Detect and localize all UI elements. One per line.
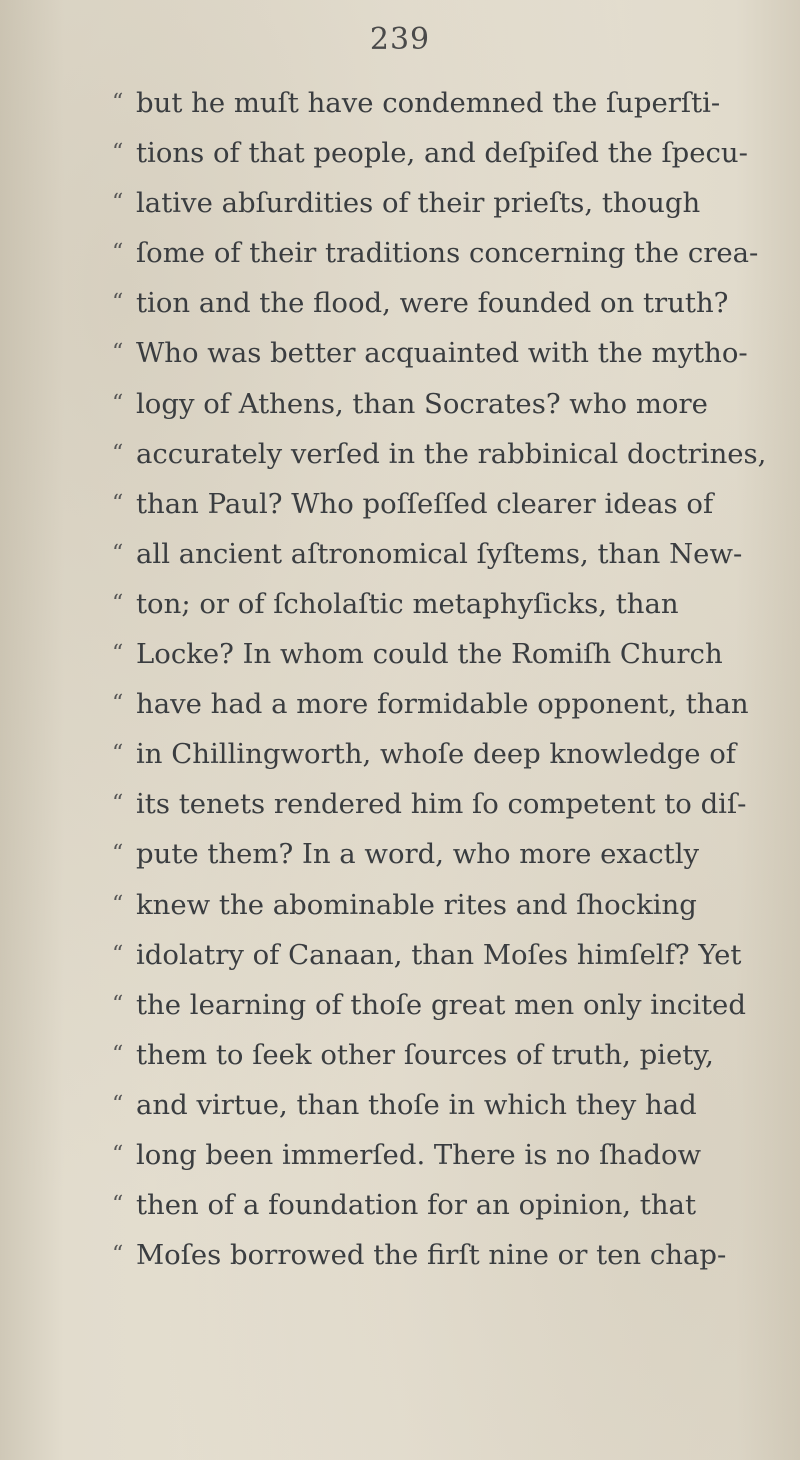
text-line (112, 930, 762, 980)
line-text: then of a foundation for an opinion, that (136, 1189, 697, 1222)
line-text: lative abſurdities of their prieſts, though (136, 187, 701, 220)
quote-mark: “ (112, 190, 124, 216)
line-text: have had a more formidable opponent, than (136, 688, 749, 721)
text-line (112, 178, 762, 228)
text-line (112, 1130, 762, 1180)
quote-mark: “ (112, 390, 124, 416)
quote-mark: “ (112, 1141, 124, 1167)
quote-mark: “ (112, 641, 124, 667)
line-text: accurately verſed in the rabbinical doctrines, (136, 437, 767, 470)
quote-mark: “ (112, 841, 124, 867)
line-text: logy of Athens, than Socrates? who more (136, 387, 708, 420)
line-text: ton; or of ſcholaſtic metaphyſicks, than (136, 587, 679, 620)
quote-mark: “ (112, 1242, 124, 1268)
text-line (112, 779, 762, 829)
line-text: tions of that people, and deſpiſed the ſpecu- (136, 137, 748, 170)
quote-mark: “ (112, 941, 124, 967)
text-line (112, 1080, 762, 1130)
quote-mark: “ (112, 1041, 124, 1067)
text-line (112, 379, 762, 429)
line-text: long been immerſed. There is no ſhadow (136, 1138, 702, 1171)
quote-mark: “ (112, 891, 124, 917)
line-text: Locke? In whom could the Romiſh Church (136, 638, 723, 671)
quote-mark: “ (112, 691, 124, 717)
quote-mark: “ (112, 590, 124, 616)
quote-mark: “ (112, 490, 124, 516)
line-text: its tenets rendered him ſo competent to diſ- (136, 788, 747, 821)
page-number: 239 (369, 22, 431, 57)
text-line (112, 529, 762, 579)
text-line (112, 78, 762, 128)
quote-mark: “ (112, 290, 124, 316)
quote-mark: “ (112, 240, 124, 266)
line-text: the learning of thoſe great men only incited (136, 988, 746, 1021)
text-line (112, 829, 762, 879)
text-line (112, 1230, 762, 1280)
quote-mark: “ (112, 540, 124, 566)
text-line (112, 579, 762, 629)
text-line (112, 1030, 762, 1080)
quote-mark: “ (112, 440, 124, 466)
text-line (112, 479, 762, 529)
line-text: knew the abominable rites and ſhocking (136, 888, 697, 921)
line-text: tion and the flood, were founded on truth? (136, 287, 729, 320)
text-line (112, 328, 762, 378)
text-line (112, 679, 762, 729)
text-line (112, 429, 767, 479)
line-text: pute them? In a word, who more exactly (136, 838, 700, 871)
line-text: idolatry of Canaan, than Moſes himſelf? Yet (136, 938, 742, 971)
body-text (112, 78, 767, 1280)
quote-mark: “ (112, 991, 124, 1017)
line-text: them to ſeek other ſources of truth, piety, (136, 1038, 714, 1071)
line-text: than Paul? Who poſſeſſed clearer ideas of (136, 487, 714, 520)
quote-mark: “ (112, 340, 124, 366)
line-text: all ancient aſtronomical ſyſtems, than New- (136, 537, 743, 570)
quote-mark: “ (112, 90, 124, 115)
line-text: ſome of their traditions concerning the crea- (136, 237, 759, 270)
text-line (112, 880, 762, 930)
text-line (112, 128, 762, 178)
quote-mark: “ (112, 1091, 124, 1117)
text-line (112, 228, 762, 278)
line-text: and virtue, than thoſe in which they had (136, 1088, 697, 1121)
line-text: in Chillingworth, whoſe deep knowledge of (136, 738, 736, 771)
quote-mark: “ (112, 140, 124, 166)
line-text: Who was better acquainted with the mytho- (136, 337, 748, 370)
quote-mark: “ (112, 1192, 124, 1218)
line-text: but he muſt have condemned the ſuperſti- (136, 87, 721, 119)
text-line (112, 980, 762, 1030)
text-line (112, 278, 762, 328)
text-line (112, 1180, 762, 1230)
quote-mark: “ (112, 741, 124, 767)
quote-mark: “ (112, 791, 124, 817)
text-line (112, 629, 762, 679)
line-text: Moſes borrowed the firſt nine or ten chap- (136, 1239, 727, 1272)
text-line (112, 729, 762, 779)
